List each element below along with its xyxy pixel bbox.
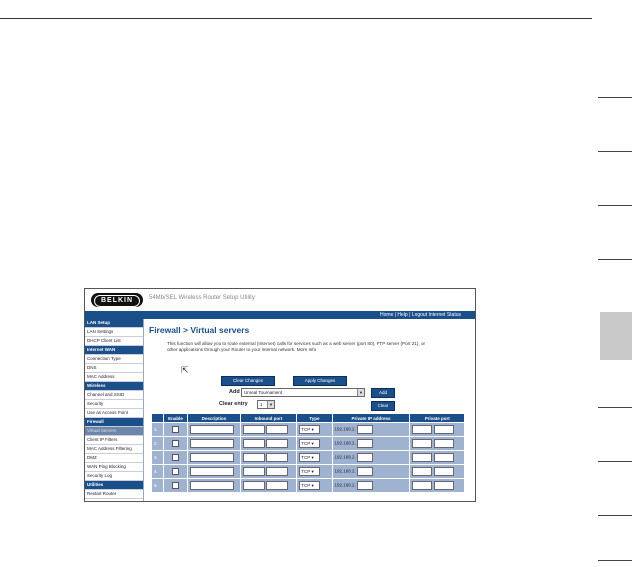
table-row [152, 465, 465, 479]
private-port-end-input[interactable] [434, 439, 454, 448]
row-number-header [152, 414, 164, 423]
table-row [152, 451, 465, 465]
sidebar-item[interactable]: LAN Settings [85, 328, 143, 337]
private-port-start-input[interactable] [412, 439, 432, 448]
clear-entry-select[interactable]: 1 ▼ [257, 400, 275, 409]
sidebar-item[interactable]: Use as Access Point [85, 409, 143, 418]
main-content [147, 321, 471, 499]
private-port-end-input[interactable] [434, 481, 454, 490]
description-input[interactable] [190, 481, 234, 490]
sidebar-section-header: Internet WAN [85, 346, 143, 355]
mouse-cursor-icon: ⇱ [181, 365, 189, 375]
private-port-start-input[interactable] [412, 453, 432, 462]
enable-checkbox[interactable] [172, 468, 179, 475]
ip-prefix: 192.168.2. [334, 482, 356, 488]
apply-changes-button[interactable]: Apply Changes [293, 376, 347, 386]
private-ip-input[interactable] [357, 453, 373, 462]
ip-prefix: 192.168.2. [334, 454, 356, 460]
enable-checkbox[interactable] [172, 482, 179, 489]
private-port-start-input[interactable] [412, 467, 432, 476]
enable-checkbox[interactable] [172, 440, 179, 447]
row-number: 1. [152, 423, 164, 437]
row-number: 4. [152, 465, 164, 479]
description-input[interactable] [190, 467, 234, 476]
margin-tick [598, 560, 632, 561]
type-select[interactable]: TCP ▾ [299, 481, 320, 490]
ip-prefix: 192.168.2. [334, 468, 356, 474]
inbound-port-start-input[interactable] [243, 481, 265, 490]
enable-checkbox[interactable] [172, 454, 179, 461]
column-header: Description [188, 414, 240, 423]
enable-checkbox[interactable] [172, 426, 179, 433]
chapter-tab [600, 312, 632, 360]
inbound-port-start-input[interactable] [243, 425, 265, 434]
sidebar-item[interactable]: MAC Address [85, 373, 143, 382]
page-title: Firewall > Virtual servers [149, 325, 250, 335]
add-service-select[interactable]: Unreal Tournament ▼ [241, 388, 365, 397]
chevron-down-icon: ▼ [267, 401, 274, 408]
margin-tick [598, 205, 632, 206]
sidebar-item[interactable]: WAN Ping Blocking [85, 463, 143, 472]
sidebar-item[interactable]: Channel and SSID [85, 391, 143, 400]
add-button[interactable]: Add [371, 388, 395, 398]
row-number: 3. [152, 451, 164, 465]
private-port-end-input[interactable] [434, 453, 454, 462]
inbound-port-end-input[interactable] [266, 481, 288, 490]
belkin-logo: BELKIN [91, 293, 143, 307]
inbound-port-end-input[interactable] [266, 425, 288, 434]
margin-tick [598, 97, 632, 98]
private-ip-input[interactable] [357, 425, 373, 434]
margin-tick [598, 407, 632, 408]
sidebar-section-header: LAN Setup [85, 319, 143, 328]
header [85, 289, 475, 311]
sidebar-item[interactable]: Client IP Filters [85, 436, 143, 445]
sidebar-item[interactable]: Connection Type [85, 355, 143, 364]
description-input[interactable] [190, 439, 234, 448]
sidebar-item[interactable]: Restart Router [85, 490, 143, 499]
type-select[interactable]: TCP ▾ [299, 467, 320, 476]
type-select[interactable]: TCP ▾ [299, 425, 320, 434]
sidebar-section-header: Utilities [85, 481, 143, 490]
sidebar-item[interactable]: DMZ [85, 454, 143, 463]
top-rule [0, 18, 592, 19]
table-row [152, 437, 465, 451]
inbound-port-end-input[interactable] [266, 453, 288, 462]
row-number: 5. [152, 479, 164, 493]
sidebar [85, 319, 144, 501]
column-header: Private IP address [332, 414, 410, 423]
sidebar-item[interactable]: DHCP Client List [85, 337, 143, 346]
clear-button[interactable]: Clear [371, 401, 395, 411]
private-port-end-input[interactable] [434, 425, 454, 434]
add-label: Add [229, 389, 240, 395]
column-header: Enable [163, 414, 188, 423]
row-number: 2. [152, 437, 164, 451]
table-row [152, 479, 465, 493]
sidebar-item[interactable]: Security [85, 400, 143, 409]
inbound-port-end-input[interactable] [266, 467, 288, 476]
private-ip-input[interactable] [357, 439, 373, 448]
sidebar-section-header: Firewall [85, 418, 143, 427]
column-header: Private port [410, 414, 465, 423]
description-input[interactable] [190, 453, 234, 462]
chevron-down-icon: ▼ [357, 389, 364, 396]
virtual-servers-table [151, 413, 465, 493]
page-description: This function will allow you to route external (Internet) calls for services such as a web server (port 80), FTP server (Port 21), or other applications through your Router to your internal network. More Info [167, 341, 426, 352]
margin-tick [598, 461, 632, 462]
router-ui-screenshot [84, 288, 476, 502]
top-nav-bar [85, 311, 475, 319]
inbound-port-start-input[interactable] [243, 467, 265, 476]
top-nav-links[interactable]: Home | Help | Logout Internet Status [380, 312, 461, 318]
product-title: 54Mb/SEL Wireless Router Setup Utility [149, 295, 255, 301]
table-row [152, 423, 465, 437]
sidebar-item[interactable]: Virtual Servers [85, 427, 143, 436]
inbound-port-start-input[interactable] [243, 439, 265, 448]
ip-prefix: 192.168.2. [334, 440, 356, 446]
sidebar-section-header: Wireless [85, 382, 143, 391]
private-port-start-input[interactable] [412, 481, 432, 490]
column-header: Inbound port [240, 414, 297, 423]
type-select[interactable]: TCP ▾ [299, 453, 320, 462]
private-ip-input[interactable] [357, 481, 373, 490]
sidebar-item[interactable]: MAC Address Filtering [85, 445, 143, 454]
clear-changes-button[interactable]: Clear Changes [221, 376, 275, 386]
description-input[interactable] [190, 425, 234, 434]
margin-tick [598, 259, 632, 260]
private-port-start-input[interactable] [412, 425, 432, 434]
type-select[interactable]: TCP ▾ [299, 439, 320, 448]
inbound-port-end-input[interactable] [266, 439, 288, 448]
private-ip-input[interactable] [357, 467, 373, 476]
ip-prefix: 192.168.2. [334, 426, 356, 432]
inbound-port-start-input[interactable] [243, 453, 265, 462]
sidebar-item[interactable]: Security Log [85, 472, 143, 481]
margin-tick [598, 151, 632, 152]
clear-entry-label: Clear entry [219, 401, 248, 407]
sidebar-item[interactable]: DNS [85, 364, 143, 373]
column-header: Type [297, 414, 332, 423]
private-port-end-input[interactable] [434, 467, 454, 476]
margin-tick [598, 515, 632, 516]
